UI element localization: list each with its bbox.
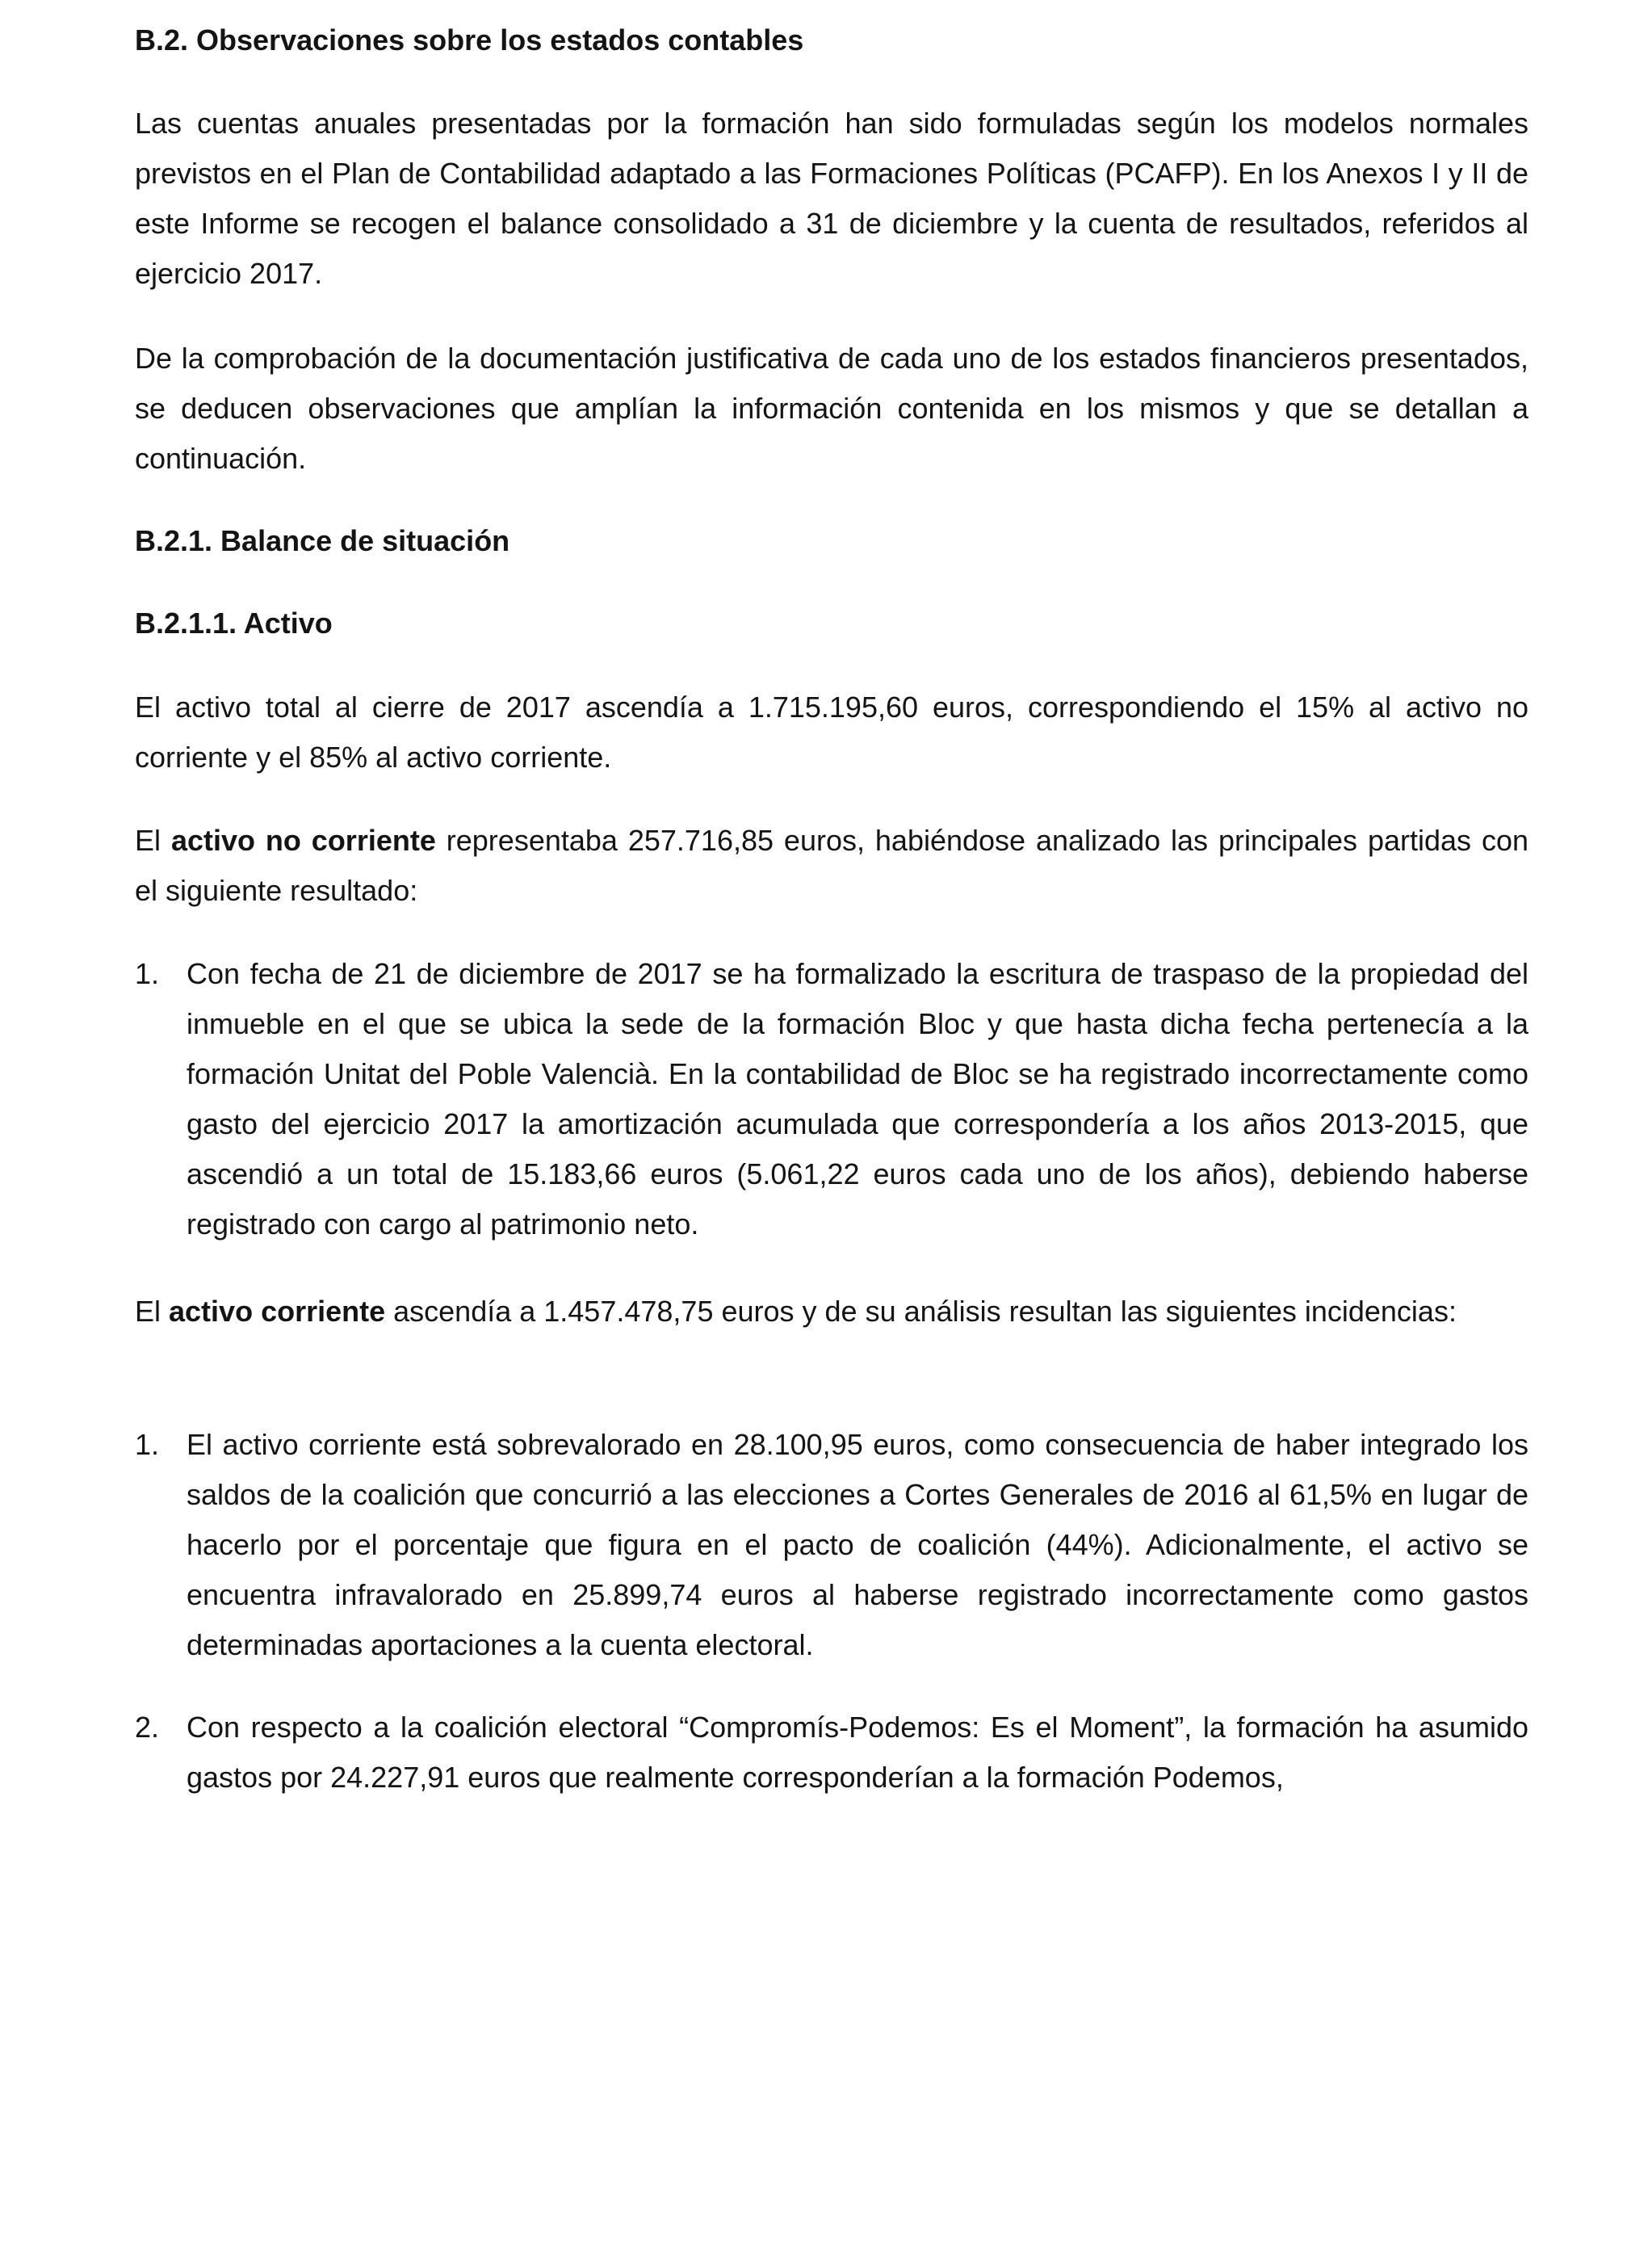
- list-item-text: Con fecha de 21 de diciembre de 2017 se ha formalizado la escritura de traspaso de la propiedad del inmueble en el que se ubica la sede de la formación Bloc y que hasta dicha fecha pertenecía a la formación Unitat del Poble Valencià. En la contabilidad de Bloc se ha registrado incorrectamente como gasto del ejercicio 2017 la amortización acumulada que correspondería a los años 2013-2015, que ascendió a un total de 15.183,66 euros (5.061,22 euros cada uno de los años), debiendo haberse registrado con cargo al patrimonio neto.: [187, 957, 1528, 1241]
- paragraph-activo-corriente: El activo corriente ascendía a 1.457.478,75 euros y de su análisis resultan las siguientes incidencias:: [135, 1295, 1457, 1328]
- section-heading-b21: B.2.1. Balance de situación: [135, 524, 510, 557]
- list-item-number: 1.: [135, 1428, 160, 1461]
- list-item-number: 1.: [135, 957, 160, 990]
- paragraph-cuentas-anuales: Las cuentas anuales presentadas por la formación han sido formuladas según los modelos normales previstos en el Plan de Contabilidad adaptado a las Formaciones Políticas (PCAFP). En los Anexos I y II de este Informe se recogen el balance consolidado a 31 de diciembre y la cuenta de resultados, referidos al ejercicio 2017.: [135, 107, 1528, 290]
- list-item: [135, 1420, 1528, 1670]
- paragraph-comprobacion: De la comprobación de la documentación justificativa de cada uno de los estados financieros presentados, se deducen observaciones que amplían la información contenida en los mismos y que se detallan a continuación.: [135, 342, 1528, 475]
- list-item: [135, 1702, 1528, 1803]
- paragraph-activo-total: El activo total al cierre de 2017 ascendía a 1.715.195,60 euros, correspondiendo el 15% al activo no corriente y el 85% al activo corriente.: [135, 691, 1528, 774]
- list-item-number: 2.: [135, 1711, 160, 1744]
- list-item: [135, 949, 1528, 1249]
- list-item-text: El activo corriente está sobrevalorado en 28.100,95 euros, como consecuencia de haber integrado los saldos de la coalición que concurrió a las elecciones a Cortes Generales de 2016 al 61,5% en lugar de hacerlo por el porcentaje que figura en el pacto de coalición (44%). Adicionalmente, el activo se encuentra infravalorado en 25.899,74 euros al haberse registrado incorrectamente como gastos determinadas aportaciones a la cuenta electoral.: [187, 1428, 1528, 1661]
- bold-term-activo-corriente: activo corriente: [169, 1295, 386, 1328]
- section-heading-b211: B.2.1.1. Activo: [135, 607, 333, 640]
- paragraph-activo-no-corriente: El activo no corriente representaba 257.716,85 euros, habiéndose analizado las principales partidas con el siguiente resultado:: [135, 824, 1529, 907]
- list-item-text: Con respecto a la coalición electoral “Compromís-Podemos: Es el Moment”, la formación ha asumido gastos por 24.227,91 euros que realmente corresponderían a la formación Podemos,: [187, 1711, 1528, 1794]
- bold-term-activo-no-corriente: activo no corriente: [170, 824, 436, 857]
- section-heading-b2: B.2. Observaciones sobre los estados contables: [135, 23, 804, 57]
